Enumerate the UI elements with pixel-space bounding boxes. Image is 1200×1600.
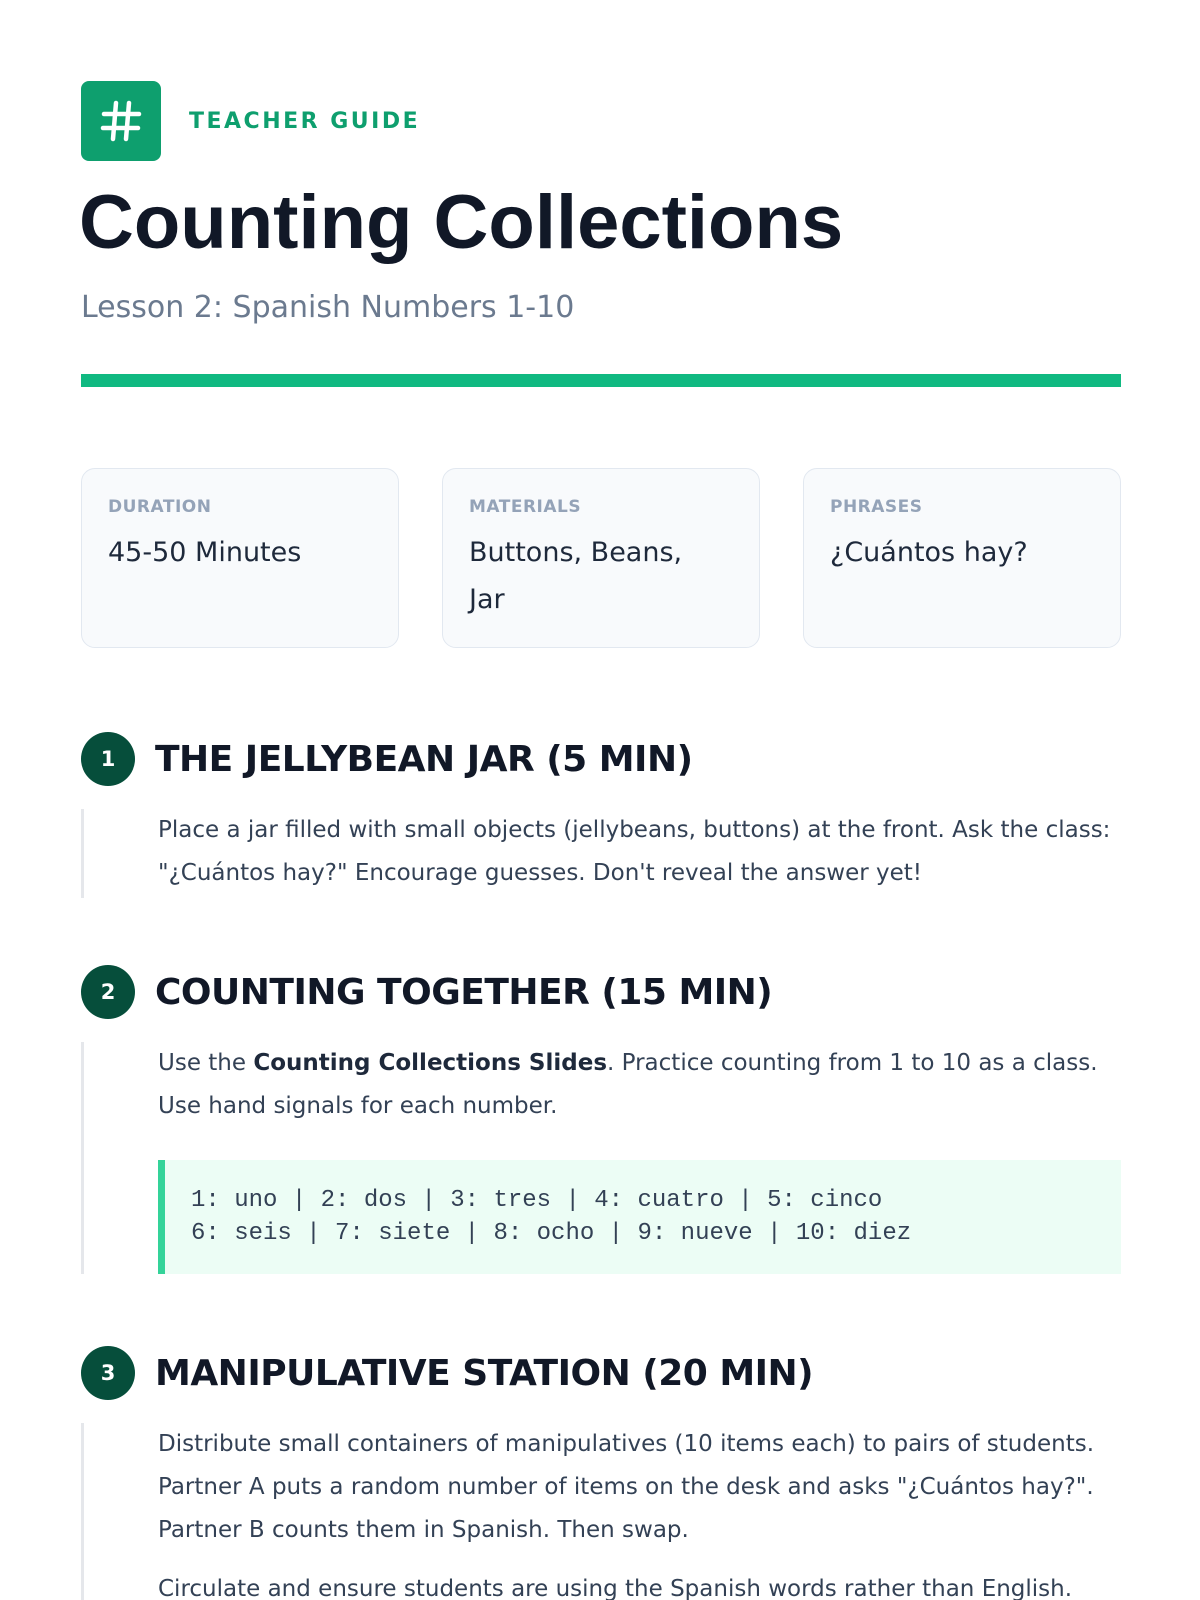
page-title: Counting Collections	[79, 180, 844, 265]
step-badge: 3	[81, 1346, 135, 1400]
step-badge: 2	[81, 965, 135, 1019]
code-line: 6: seis | 7: siete | 8: ocho | 9: nueve | 10: diez	[191, 1220, 912, 1247]
section-text-prefix: Use the	[158, 1050, 254, 1076]
card-value: ¿Cuántos hay?	[830, 537, 1028, 568]
section-header	[81, 964, 1121, 1020]
brand-row	[81, 81, 420, 161]
section-body	[81, 1423, 1121, 1600]
info-cards	[81, 468, 1121, 650]
card-label: MATERIALS	[469, 497, 582, 517]
info-card-phrases	[803, 468, 1121, 648]
page-subtitle: Lesson 2: Spanish Numbers 1-10	[81, 290, 575, 325]
brand-label: TEACHER GUIDE	[189, 108, 421, 134]
number-list-code-block	[158, 1160, 1121, 1274]
section-counting-together	[81, 964, 1121, 1274]
section-text: Circulate and ensure students are using the Spanish words rather than English.	[158, 1576, 1073, 1600]
section-manipulative-station	[81, 1345, 1121, 1600]
section-title: COUNTING TOGETHER (15 MIN)	[155, 971, 773, 1013]
header-divider	[81, 374, 1121, 387]
slides-name: Counting Collections Slides	[253, 1050, 608, 1076]
step-badge: 1	[81, 732, 135, 786]
info-card-materials	[442, 468, 760, 648]
section-title: MANIPULATIVE STATION (20 MIN)	[155, 1352, 814, 1394]
section-title: THE JELLYBEAN JAR (5 MIN)	[155, 738, 693, 780]
section-jellybean-jar	[81, 731, 1121, 898]
section-body	[81, 809, 1121, 898]
card-value: Buttons, Beans, Jar	[469, 537, 683, 615]
info-card-duration	[81, 468, 399, 648]
section-text: Place a jar filled with small objects (jellybeans, buttons) at the front. Ask the class: "¿Cuántos hay?" Encourage guesses. Don't reveal the answer yet!	[158, 817, 1111, 886]
card-label: DURATION	[108, 497, 212, 517]
section-text: Distribute small containers of manipulatives (10 items each) to pairs of students. Partner A puts a random number of items on the desk and asks "¿Cuántos hay?". Partner B counts them in Spanish. Then swap.	[158, 1431, 1095, 1543]
section-text-suffix: . Practice counting from 1 to 10 as a class. Use hand signals for each number.	[158, 1050, 1098, 1119]
section-body	[81, 1042, 1121, 1274]
section-text	[158, 1042, 1121, 1128]
hash-icon	[81, 81, 161, 161]
card-value: 45-50 Minutes	[108, 537, 302, 568]
section-header	[81, 1345, 1121, 1401]
card-label: PHRASES	[830, 497, 923, 517]
code-line: 1: uno | 2: dos | 3: tres | 4: cuatro | 5: cinco	[191, 1187, 883, 1214]
section-header	[81, 731, 1121, 787]
teacher-guide-page	[81, 0, 1121, 1600]
